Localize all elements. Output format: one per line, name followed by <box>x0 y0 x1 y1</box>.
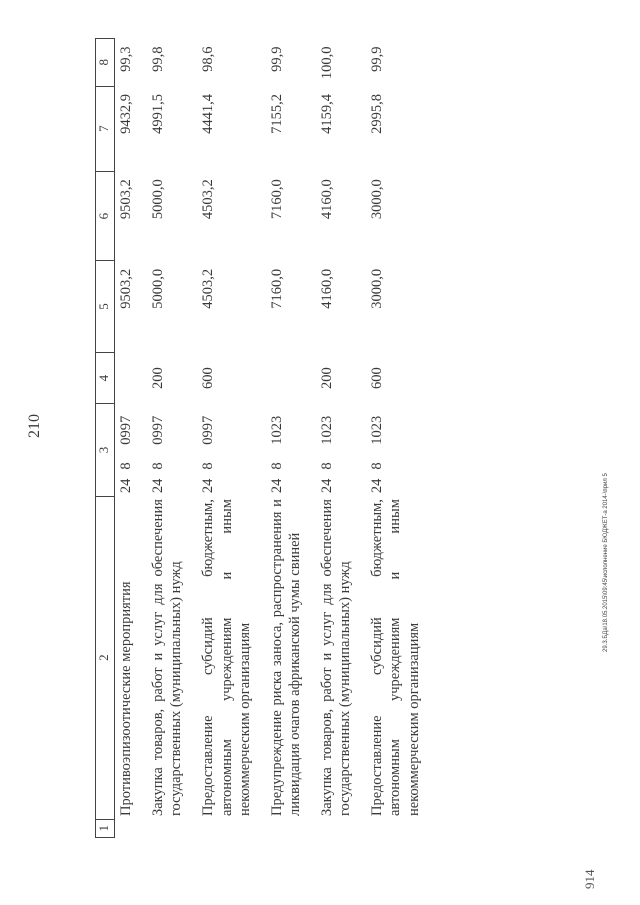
code-expense-type: 600 <box>369 367 386 389</box>
col8-value: 99,8 <box>150 46 167 72</box>
code-ministry: 24 <box>200 478 217 494</box>
col5-value: 4160,0 <box>319 268 335 309</box>
col5-value: 7160,0 <box>268 268 285 309</box>
code-ministry: 24 <box>319 478 335 494</box>
col6-value: 5000,0 <box>150 179 167 220</box>
col6-value: 7160,0 <box>268 179 285 220</box>
row-name: Закупка товаров, работ и услуг для обеспечения государственных (муниципальных) нужд <box>319 499 354 817</box>
col7-value: 9432,9 <box>118 94 134 134</box>
col5-value: 3000,0 <box>369 268 386 309</box>
code-ministry: 24 <box>118 478 134 494</box>
table-row <box>254 39 304 838</box>
code-target: 0997 <box>150 415 167 445</box>
table-row <box>185 39 253 838</box>
code-section: 8 <box>268 462 285 470</box>
col6-value: 3000,0 <box>369 179 386 220</box>
code-section: 8 <box>118 462 134 470</box>
col5-value: 9503,2 <box>118 268 134 309</box>
col7-value: 4991,5 <box>150 94 167 134</box>
code-target: 1023 <box>369 415 386 445</box>
code-target: 0997 <box>200 415 217 445</box>
code-expense-type: 600 <box>200 367 217 389</box>
code-ministry: 24 <box>369 478 386 494</box>
row-name: Противоэпизоотические мероприятия <box>118 581 134 817</box>
code-expense-type <box>254 352 304 404</box>
col6-value: 9503,2 <box>118 179 134 220</box>
header-col-7: 7 <box>96 86 115 171</box>
col8-value: 99,9 <box>268 46 285 72</box>
code-ministry: 24 <box>150 478 167 494</box>
col7-value: 4159,4 <box>319 94 335 134</box>
code-expense-type: 200 <box>319 367 335 389</box>
col8-value: 99,9 <box>369 46 386 72</box>
code-expense-type <box>115 352 136 404</box>
col8-value: 99,3 <box>118 46 134 72</box>
col8-value: 98,6 <box>200 46 217 72</box>
header-col-8: 8 <box>96 39 115 87</box>
col5-value: 4503,2 <box>200 268 217 309</box>
code-section: 8 <box>150 462 167 470</box>
budget-table <box>95 38 423 838</box>
code-section: 8 <box>319 462 335 470</box>
col7-value: 7155,2 <box>268 94 285 134</box>
col5-value: 5000,0 <box>150 268 167 309</box>
col6-value: 4160,0 <box>319 179 335 220</box>
header-col-4: 4 <box>96 352 115 404</box>
header-col-1: 1 <box>96 819 115 837</box>
table-row <box>135 39 185 838</box>
code-section: 8 <box>200 462 217 470</box>
code-ministry: 24 <box>268 478 285 494</box>
header-col-5: 5 <box>96 261 115 352</box>
header-row <box>96 39 115 838</box>
budget-table-rotated <box>95 38 625 838</box>
code-section: 8 <box>369 462 386 470</box>
col7-value: 4441,4 <box>200 94 217 134</box>
page-number-top: 210 <box>26 414 43 438</box>
col8-value: 100,0 <box>319 46 335 80</box>
col7-value: 2995,8 <box>369 94 386 134</box>
header-col-6: 6 <box>96 171 115 261</box>
row-name: Предоставление субсидий бюджетным, автономным учреждениям и иным некоммерческим организациям <box>200 499 253 817</box>
code-target: 0997 <box>118 415 134 445</box>
code-target: 1023 <box>319 415 335 445</box>
row-name: Закупка товаров, работ и услуг для обеспечения государственных (муниципальных) нужд <box>150 499 185 817</box>
code-expense-type: 200 <box>150 367 167 389</box>
header-col-2: 2 <box>96 496 115 819</box>
table-row <box>304 39 354 838</box>
table-row <box>354 39 422 838</box>
page-number-bottom: 914 <box>582 869 597 889</box>
header-col-3: 3 <box>96 404 115 496</box>
table-row <box>115 39 136 838</box>
row-name: Предупреждение риска заноса, распространения и ликвидация очагов африканской чумы свиней <box>268 499 303 817</box>
col6-value: 4503,2 <box>200 179 217 220</box>
footer-file-path: 29.3.БДа\18.05.2015\09:45\исполнение БЮДЖЕТ-а 2014-\прил 5 <box>603 473 609 652</box>
code-target: 1023 <box>268 415 285 445</box>
row-name: Предоставление субсидий бюджетным, автономным учреждениям и иным некоммерческим организациям <box>369 499 422 817</box>
